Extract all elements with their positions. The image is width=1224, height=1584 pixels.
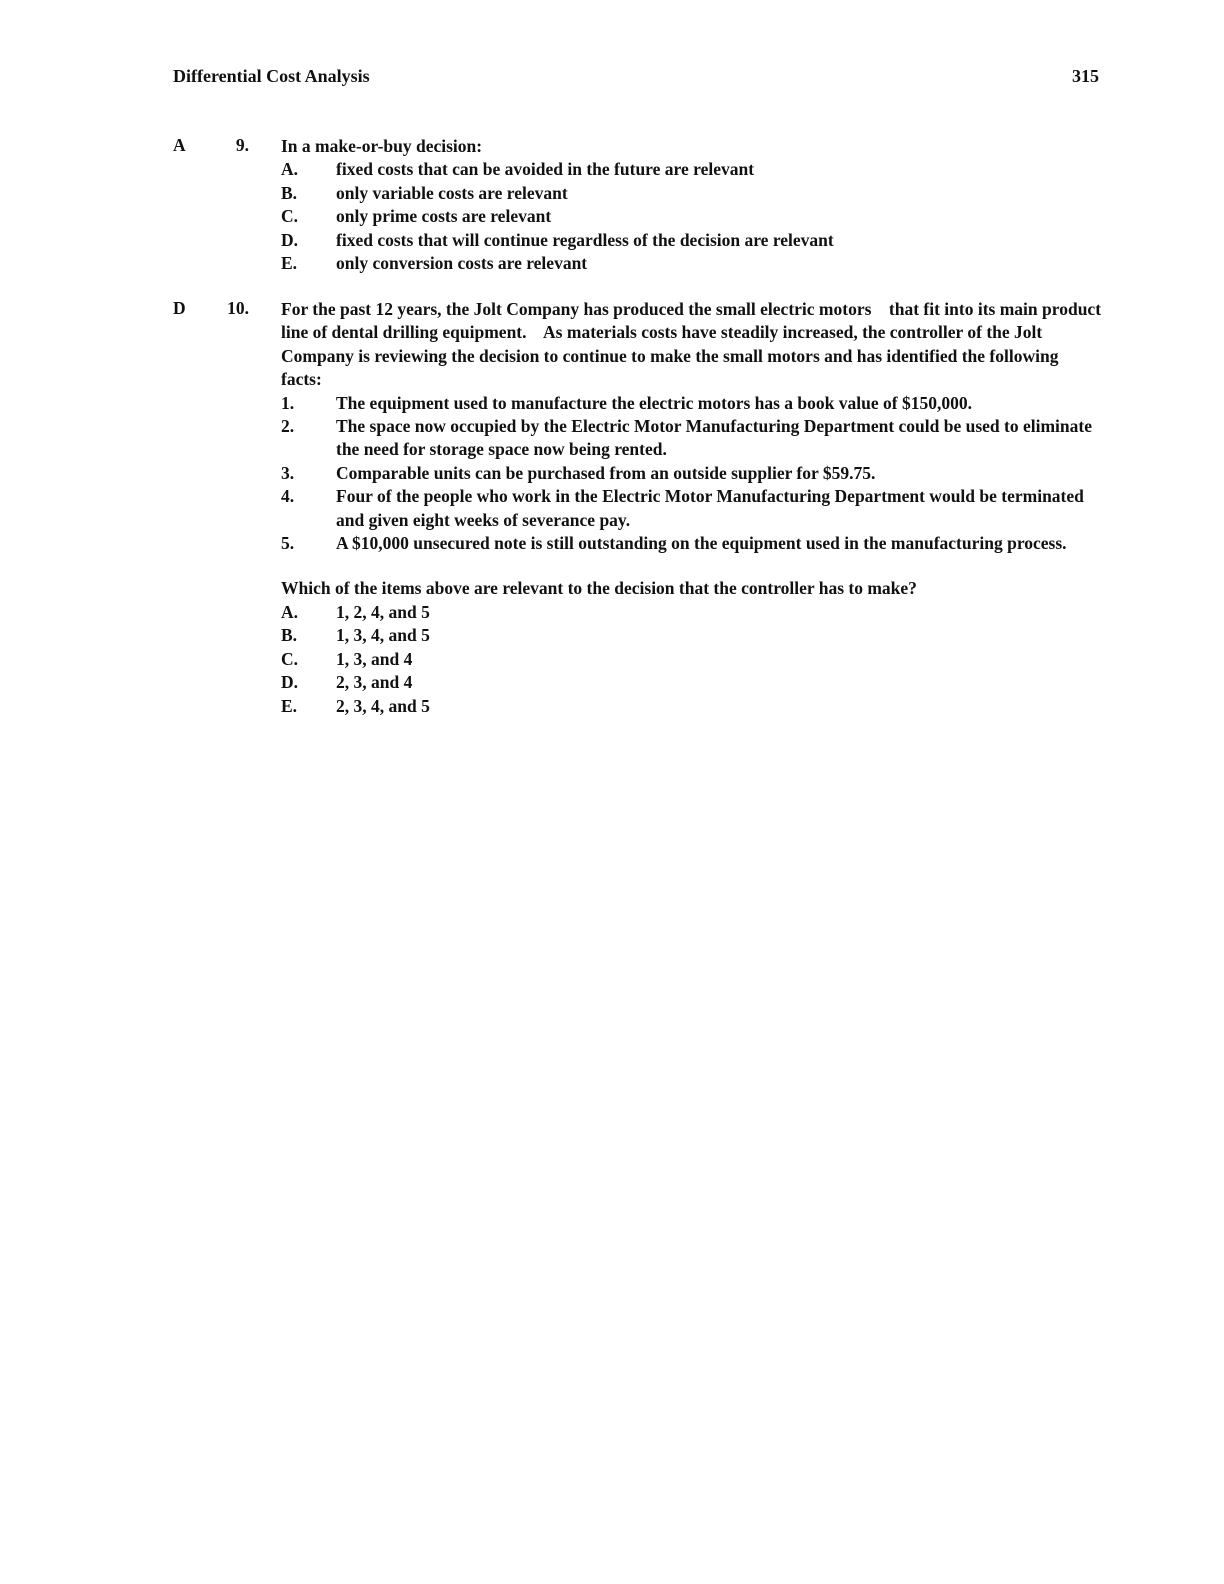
option-c [281, 648, 1103, 671]
option-b [281, 624, 1103, 647]
option-d [281, 229, 1103, 252]
option-text: only conversion costs are relevant [336, 253, 588, 274]
fact-item [281, 415, 1103, 462]
option-e [281, 695, 1103, 718]
fact-text: The equipment used to manufacture the electric motors has a book value of $150,000. [336, 392, 972, 413]
fact-item [281, 532, 1103, 555]
question-prompt: Which of the items above are relevant to the decision that the controller has to make? [281, 578, 917, 599]
fact-text: The space now occupied by the Electric Motor Manufacturing Department could be used to eliminate the need for storage space now being rented. [336, 416, 1092, 460]
fact-list [281, 392, 1103, 556]
option-d [281, 671, 1103, 694]
question-number: 9. [235, 135, 249, 155]
question-body [281, 298, 1106, 718]
option-text: only prime costs are relevant [336, 206, 552, 227]
option-letter: A. [281, 601, 299, 622]
question-number: 10. [227, 298, 249, 318]
option-a [281, 158, 1103, 181]
page-number: 315 [1072, 66, 1099, 86]
option-letter: A. [281, 159, 299, 180]
fact-number: 2. [281, 416, 295, 437]
fact-item [281, 392, 1103, 415]
fact-text: A $10,000 unsecured note is still outstanding on the equipment used in the manufacturing process. [336, 533, 1067, 554]
option-text: 1, 3, 4, and 5 [336, 625, 430, 646]
fact-text: Four of the people who work in the Electric Motor Manufacturing Department would be terminated and given eight weeks of severance pay. [336, 486, 1084, 530]
fact-item [281, 462, 1103, 485]
header-title: Differential Cost Analysis [173, 66, 370, 86]
option-text: 2, 3, and 4 [336, 672, 413, 693]
option-text: 2, 3, 4, and 5 [336, 695, 430, 716]
option-letter: B. [281, 625, 298, 646]
option-letter: C. [281, 206, 299, 227]
option-letter: E. [281, 695, 298, 716]
page-header [173, 66, 1099, 90]
question-body [281, 135, 1103, 275]
answer-key: D [173, 298, 186, 318]
fact-number: 3. [281, 462, 295, 483]
option-list [281, 601, 1103, 718]
option-text: fixed costs that will continue regardless of the decision are relevant [336, 229, 834, 250]
question-10 [173, 298, 1106, 718]
question-stem: For the past 12 years, the Jolt Company has produced the small electric motors that fit into its main product line of dental drilling equipment. As materials costs have steadily increased, the controller of the Jolt Company is reviewing the decision to continue to make the small motors and has identified the following facts: [281, 299, 1106, 390]
option-letter: D. [281, 672, 299, 693]
question-9 [173, 135, 1103, 275]
fact-text: Comparable units can be purchased from an outside supplier for $59.75. [336, 462, 876, 483]
option-letter: B. [281, 182, 298, 203]
option-text: only variable costs are relevant [336, 182, 568, 203]
fact-item [281, 485, 1103, 532]
answer-key: A [173, 135, 186, 155]
option-b [281, 182, 1103, 205]
fact-number: 5. [281, 533, 295, 554]
option-text: 1, 2, 4, and 5 [336, 601, 430, 622]
question-stem: In a make-or-buy decision: [281, 136, 483, 156]
fact-number: 1. [281, 392, 295, 413]
option-list [281, 158, 1103, 275]
option-e [281, 252, 1103, 275]
option-letter: E. [281, 253, 298, 274]
option-text: fixed costs that can be avoided in the future are relevant [336, 159, 755, 180]
fact-number: 4. [281, 486, 295, 507]
option-letter: C. [281, 648, 299, 669]
option-letter: D. [281, 229, 299, 250]
option-c [281, 205, 1103, 228]
option-text: 1, 3, and 4 [336, 648, 413, 669]
option-a [281, 601, 1103, 624]
